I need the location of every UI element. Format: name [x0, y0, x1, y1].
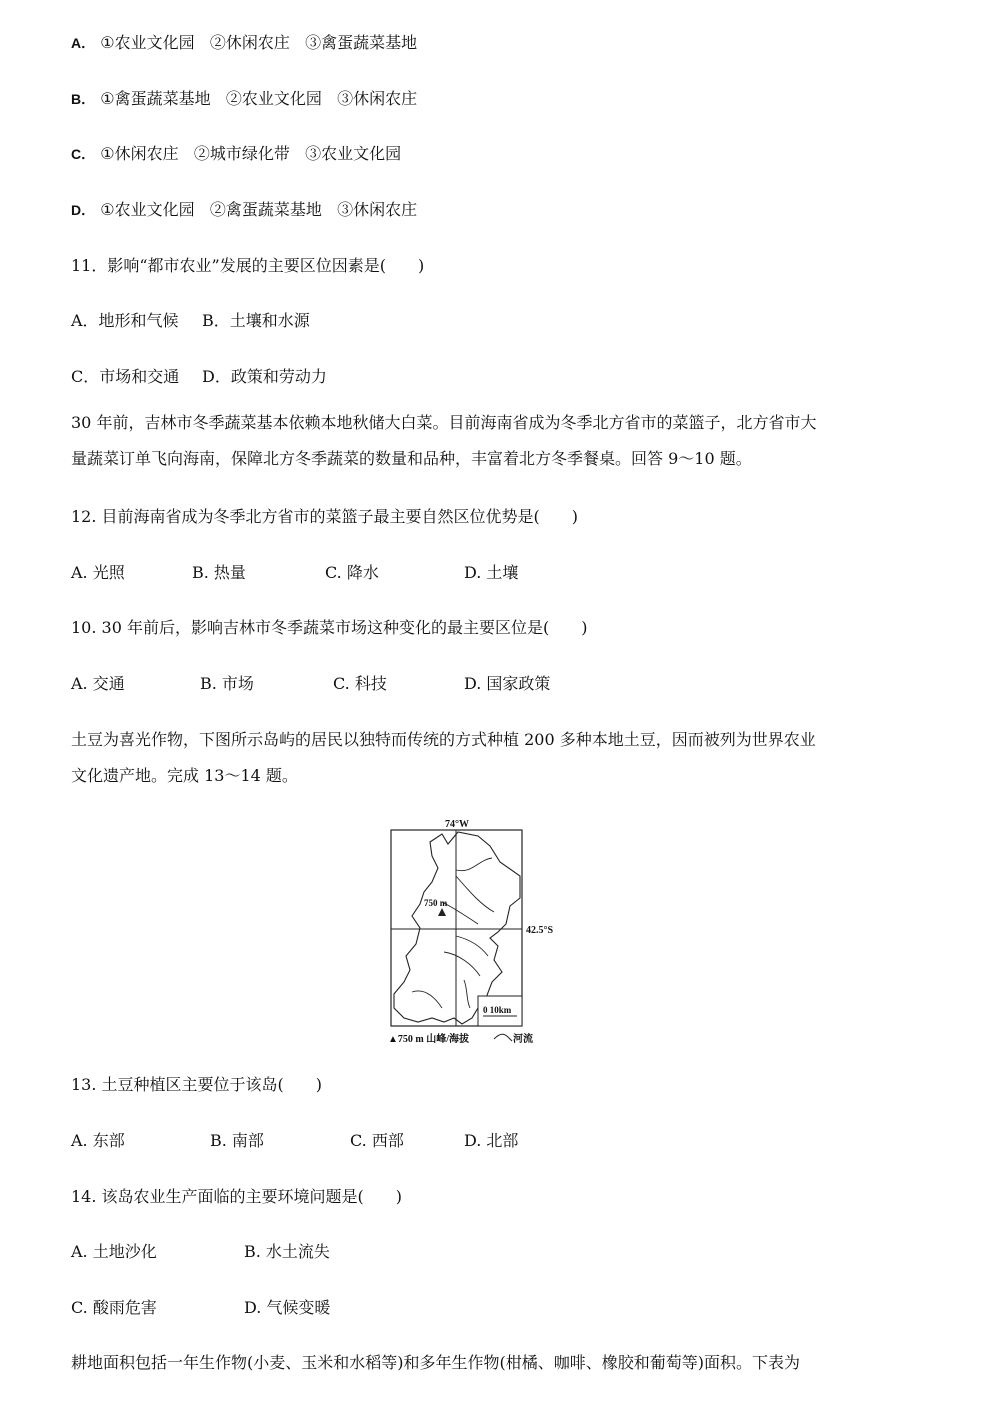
- peak-label: 750 m: [424, 898, 448, 908]
- option-c: C．市场和交通: [71, 367, 180, 386]
- peak-icon: [438, 908, 446, 916]
- scale-label: 0 10km: [483, 1005, 512, 1015]
- option-row-d: [71, 199, 417, 221]
- island-outline: [394, 832, 520, 1024]
- option-item: ②农业文化园: [225, 89, 322, 108]
- river-line: [456, 876, 494, 912]
- option-b: B. 水土流失: [244, 1242, 330, 1261]
- passage-line: 文化遗产地。完成 13～14 题。: [71, 766, 298, 785]
- option-a: A．地形和气候: [71, 311, 179, 330]
- option-item: ③休闲农庄: [337, 89, 418, 108]
- river-line: [442, 902, 478, 924]
- passage-hainan: [71, 405, 891, 477]
- question-stem: 12. 目前海南省成为冬季北方省市的菜篮子最主要自然区位优势是( ): [71, 507, 579, 526]
- option-c: C. 科技: [333, 674, 387, 693]
- option-item: ③禽蛋蔬菜基地: [305, 33, 418, 52]
- option-item: ②禽蛋蔬菜基地: [209, 200, 322, 219]
- option-item: ①禽蛋蔬菜基地: [100, 89, 211, 108]
- question-stem: 14. 该岛农业生产面临的主要环境问题是( ): [71, 1187, 403, 1206]
- passage-potato: [71, 722, 891, 794]
- river-line: [456, 858, 492, 871]
- option-row-b: [71, 88, 417, 110]
- question-stem: 11．影响“都市农业”发展的主要区位因素是( ): [71, 256, 425, 275]
- option-item: ①农业文化园: [100, 200, 195, 219]
- option-label: A．: [71, 35, 96, 51]
- legend-peak: ▲750 m 山峰/海拔: [388, 1034, 470, 1045]
- option-b: B．土壤和水源: [202, 311, 310, 330]
- option-d: D. 土壤: [464, 563, 519, 582]
- option-b: B. 市场: [200, 674, 254, 693]
- option-c: C. 酸雨危害: [71, 1298, 157, 1317]
- passage-farmland: [71, 1345, 891, 1381]
- option-d: D. 国家政策: [464, 674, 551, 693]
- passage-line: 30 年前，吉林市冬季蔬菜基本依赖本地秋储大白菜。目前海南省成为冬季北方省市的菜篮子，北方省市大: [71, 413, 817, 432]
- option-a: A. 交通: [71, 674, 125, 693]
- option-label: C．: [71, 146, 96, 162]
- latitude-label: 42.5°S: [526, 925, 554, 936]
- option-c: C. 降水: [325, 563, 379, 582]
- passage-line: 土豆为喜光作物，下图所示岛屿的居民以独特而传统的方式种植 200 多种本地土豆，因而被列为世界农业: [71, 730, 816, 749]
- river-line: [456, 936, 488, 956]
- option-a: A. 土地沙化: [71, 1242, 157, 1261]
- option-b: B. 热量: [192, 563, 246, 582]
- passage-line: 量蔬菜订单飞向海南，保障北方冬季蔬菜的数量和品种，丰富着北方冬季餐桌。回答 9～10 题。: [71, 449, 752, 468]
- question-stem: 13. 土豆种植区主要位于该岛( ): [71, 1075, 323, 1094]
- option-label: B．: [71, 91, 96, 107]
- option-b: B. 南部: [210, 1131, 264, 1150]
- river-line: [444, 952, 480, 976]
- river-line: [412, 991, 442, 1008]
- island-map-figure: [382, 812, 582, 1050]
- option-row-a: [71, 32, 417, 54]
- island-map: [382, 812, 582, 1050]
- passage-line: 耕地面积包括一年生作物(小麦、玉米和水稻等)和多年生作物(柑橘、咖啡、橡胶和葡萄等)面积。下表为: [71, 1353, 800, 1372]
- option-d: D．政策和劳动力: [202, 367, 327, 386]
- option-c: C. 西部: [350, 1131, 404, 1150]
- option-d: D. 北部: [464, 1131, 519, 1150]
- option-label: D．: [71, 202, 96, 218]
- option-item: ③休闲农庄: [337, 200, 418, 219]
- longitude-label: 74°W: [445, 819, 469, 830]
- option-a: A. 东部: [71, 1131, 125, 1150]
- option-item: ②城市绿化带: [193, 144, 290, 163]
- option-item: ③农业文化园: [305, 144, 402, 163]
- river-line: [464, 980, 470, 1008]
- option-item: ①农业文化园: [100, 33, 195, 52]
- option-a: A. 光照: [71, 563, 125, 582]
- river-legend-icon: [494, 1034, 512, 1041]
- option-item: ①休闲农庄: [100, 144, 179, 163]
- legend-river: 河流: [513, 1034, 533, 1045]
- question-stem: 10. 30 年前后，影响吉林市冬季蔬菜市场这种变化的最主要区位是( ): [71, 618, 588, 637]
- option-d: D. 气候变暖: [244, 1298, 331, 1317]
- option-row-c: [71, 143, 401, 165]
- option-item: ②休闲农庄: [209, 33, 290, 52]
